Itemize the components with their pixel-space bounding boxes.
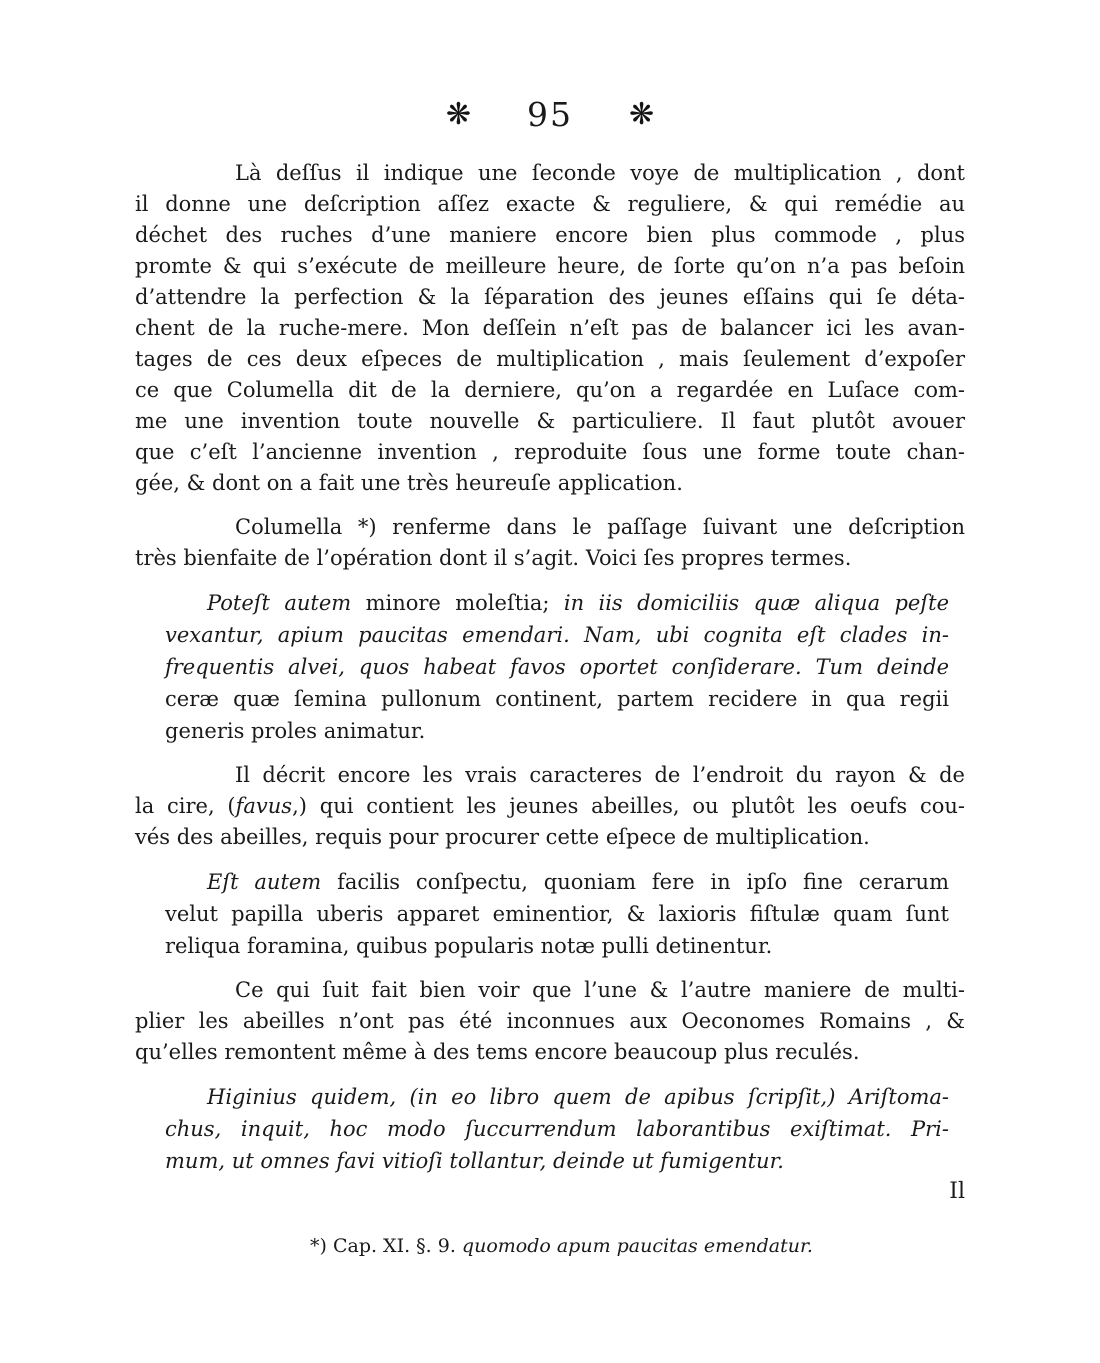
text-line <box>135 251 965 282</box>
roman-text-run: minore moleſtia; <box>365 591 564 615</box>
text-line <box>135 344 965 375</box>
roman-text-run: Là deſſus il indique une ſeconde voye de multiplication , dont <box>235 161 965 185</box>
text-line <box>135 437 965 468</box>
italic-text-run: quomodo apum paucitas emendatur. <box>461 1235 813 1257</box>
roman-text-run: facilis conſpectu, quoniam fere in ipſo fine cerarum <box>337 870 950 894</box>
roman-text-run: Ce qui ſuit fait bien voir que l’une & l’autre maniere de multi- <box>235 978 965 1002</box>
roman-text-run: plier les abeilles n’ont pas été inconnues aux Oeconomes Romains , & <box>135 1009 965 1033</box>
roman-text-run: la cire, ( <box>135 794 236 818</box>
text-line <box>135 975 965 1006</box>
text-line <box>165 587 949 619</box>
paragraph <box>135 866 965 962</box>
text-line <box>135 512 965 543</box>
paragraph <box>135 158 965 499</box>
text-line <box>135 189 965 220</box>
roman-text-run: que c’eſt l’ancienne invention , reproduite ſous une forme toute chan- <box>135 440 965 464</box>
italic-text-run: frequentis alvei, quos habeat favos oportet conſiderare. Tum deinde <box>165 655 949 679</box>
roman-text-run: ceræ quæ ſemina pullonum continent, partem recidere in qua regii <box>165 687 949 711</box>
text-line <box>135 822 965 853</box>
roman-text-run: chent de la ruche-mere. Mon deſſein n’eſt pas de balancer ici les avan- <box>135 316 965 340</box>
text-line <box>135 313 965 344</box>
text-line <box>135 760 965 791</box>
roman-text-run: d’attendre la perfection & la ſéparation des jeunes eſſains qui ſe déta- <box>135 285 965 309</box>
text-line <box>165 1113 949 1145</box>
text-line <box>135 543 965 574</box>
page-header <box>0 0 1100 134</box>
text-block <box>135 158 965 1177</box>
italic-text-run: Poteſt autem <box>207 591 366 615</box>
text-line <box>165 866 949 898</box>
paragraph <box>310 1231 1100 1262</box>
italic-text-run: Higinius quidem, (in eo libro quem de apibus ſcripſit,) Ariſtoma- <box>207 1085 949 1109</box>
page-number: 95 <box>527 95 573 134</box>
italic-text-run: in iis domiciliis quæ aliqua peſte <box>563 591 949 615</box>
text-line <box>165 1081 949 1113</box>
roman-text-run: qu’elles remontent même à des tems encore beaucoup plus reculés. <box>135 1040 860 1064</box>
text-line <box>135 158 965 189</box>
text-line <box>135 468 965 499</box>
text-line <box>135 375 965 406</box>
text-line <box>165 1145 949 1177</box>
signature-mark: Il <box>949 1179 965 1204</box>
paragraph <box>135 760 965 853</box>
italic-text-run: mum, ut omnes favi vitioſi tollantur, deinde ut fumigentur. <box>165 1149 784 1173</box>
text-line <box>165 715 949 747</box>
text-line <box>135 1006 965 1037</box>
roman-text-run: velut papilla uberis apparet eminentior, & laxioris fiſtulæ quam ſunt <box>165 902 949 926</box>
roman-text-run: gée, & dont on a fait une très heureuſe application. <box>135 471 683 495</box>
roman-text-run: déchet des ruches d’une maniere encore bien plus commode , plus <box>135 223 965 247</box>
italic-text-run: chus, inquit, hoc modo ſuccurrendum laborantibus exiſtimat. Pri- <box>165 1117 949 1141</box>
italic-text-run: Eſt autem <box>207 870 338 894</box>
roman-text-run: Il décrit encore les vrais caracteres de l’endroit du rayon & de <box>235 763 965 787</box>
paragraph <box>135 975 965 1068</box>
text-line <box>135 282 965 313</box>
roman-text-run: tages de ces deux eſpeces de multiplication , mais ſeulement d’expoſer <box>135 347 965 371</box>
text-line <box>165 651 949 683</box>
text-line <box>310 1231 1100 1262</box>
roman-text-run: reliqua foramina, quibus popularis notæ pulli detinentur. <box>165 934 773 958</box>
roman-text-run: promte & qui s’exécute de meilleure heure, de ſorte qu’on n’a pas beſoin <box>135 254 965 278</box>
text-line <box>135 1037 965 1068</box>
text-line <box>165 683 949 715</box>
roman-text-run: il donne une deſcription aſſez exacte & reguliere, & qui remédie au <box>135 192 965 216</box>
roman-text-run: ,) qui contient les jeunes abeilles, ou plutôt les oeufs cou- <box>292 794 965 818</box>
roman-text-run: me une invention toute nouvelle & particuliere. Il faut plutôt avouer <box>135 409 965 433</box>
floral-ornament-icon: ❋ <box>445 97 471 132</box>
roman-text-run: Columella *) renferme dans le paſſage ſuivant une deſcription <box>235 515 965 539</box>
paragraph <box>135 512 965 574</box>
italic-text-run: vexantur, apium paucitas emendari. Nam, ubi cognita eſt clades in- <box>165 623 949 647</box>
roman-text-run: generis proles animatur. <box>165 719 426 743</box>
paragraph <box>135 587 965 747</box>
roman-text-run: vés des abeilles, requis pour procurer cette eſpece de multiplication. <box>135 825 870 849</box>
floral-ornament-icon: ❋ <box>629 97 655 132</box>
text-line <box>135 791 965 822</box>
footnote <box>155 1231 1100 1262</box>
text-line <box>135 406 965 437</box>
italic-text-run: favus <box>235 794 293 818</box>
roman-text-run: très bienfaite de l’opération dont il s’agit. Voici ſes propres termes. <box>135 546 852 570</box>
paragraph <box>135 1081 965 1177</box>
text-line <box>165 898 949 930</box>
text-line <box>135 220 965 251</box>
text-line <box>165 930 949 962</box>
roman-text-run: *) Cap. XI. §. 9. <box>310 1235 462 1257</box>
text-line <box>165 619 949 651</box>
roman-text-run: ce que Columella dit de la derniere, qu’on a regardée en Luſace com- <box>135 378 965 402</box>
